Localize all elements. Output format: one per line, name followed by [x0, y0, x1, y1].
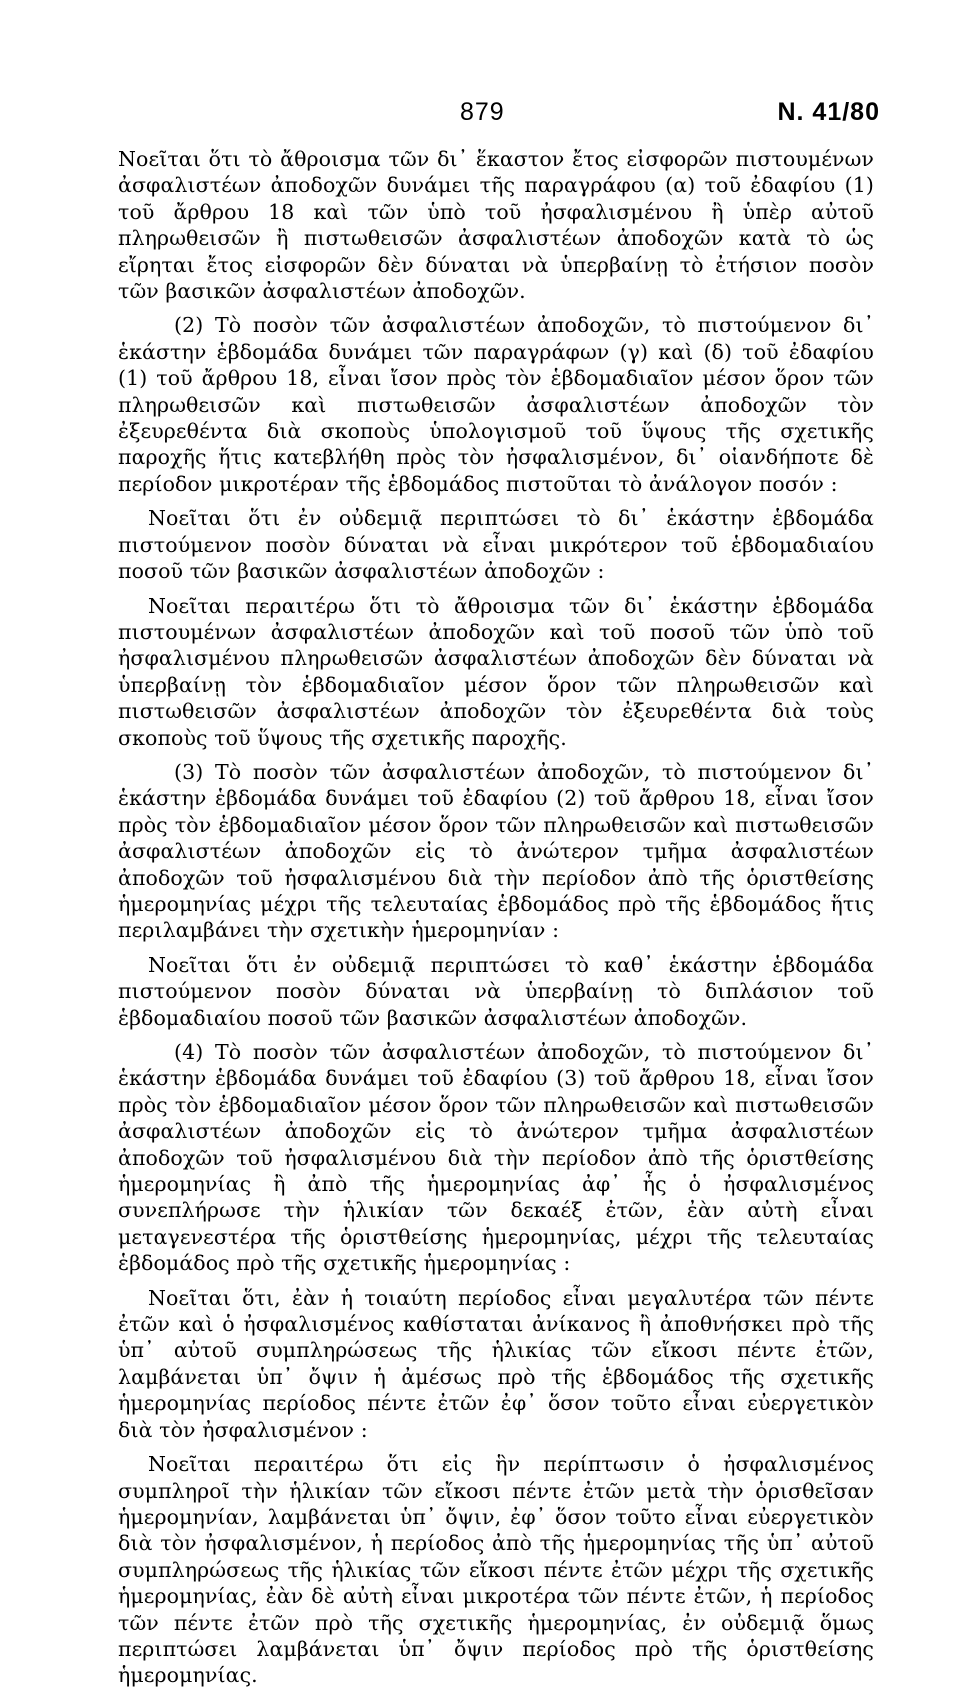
paragraph-proviso-double-limit: Νοεῖται ὅτι ἐν οὐδεμιᾷ περιπτώσει τὸ καθ᾽ ἑκάστην ἑβδομάδα πιστούμενον ποσὸν δύναται νὰ ὑπερβαίνῃ τὸ διπλάσιον τοῦ ἑβδομαδιαίου ποσοῦ τῶν βασικῶν ἀσφαλιστέων ἀποδοχῶν.: [118, 952, 874, 1030]
page-number: 879: [460, 98, 505, 126]
page-header: [118, 0, 880, 126]
paragraph-proviso-annual-limit: Νοεῖται ὅτι τὸ ἄθροισμα τῶν δι᾽ ἕκαστον ἔτος εἰσφορῶν πιστουμένων ἀσφαλιστέων ἀποδοχῶν δυνάμει τῆς παραγράφου (α) τοῦ ἐδαφίου (1) τοῦ ἄρθρου 18 καὶ τῶν ὑπὸ τοῦ ἠσφαλισμένου ἢ ὑπὲρ αὐτοῦ πληρωθεισῶν ἢ πιστωθεισῶν ἀσφαλιστέων ἀποδοχῶν κατὰ τὸ ὡς εἴρηται ἔτος εἰσφορῶν δὲν δύναται νὰ ὑπερβαίνῃ τὸ ἐτήσιον ποσὸν τῶν βασικῶν ἀσφαλιστέων ἀποδοχῶν.: [118, 147, 874, 304]
paragraph-subsection-3: (3) Τὸ ποσὸν τῶν ἀσφαλιστέων ἀποδοχῶν, τὸ πιστούμενον δι᾽ ἑκάστην ἑβδομάδα δυνάμει τοῦ ἐδαφίου (2) τοῦ ἄρθρου 18, εἶναι ἴσον πρὸς τὸν ἑβδομαδιαῖον μέσον ὅρον τῶν πληρωθεισῶν καὶ πιστωθεισῶν ἀσφαλιστέων ἀποδοχῶν εἰς τὸ ἀνώτερον τμῆμα ἀσφαλιστέων ἀποδοχῶν τοῦ ἠσφαλισμένου διὰ τὴν περίοδον ἀπὸ τῆς ὁριστθείσης ἡμερομηνίας μέχρι τῆς τελευταίας ἑβδομάδος πρὸ τῆς ἑβδομάδος ἥτις περιλαμβάνει τὴν σχετικὴν ἡμερομηνίαν :: [118, 759, 874, 943]
paragraph-proviso-five-years: Νοεῖται ὅτι, ἐὰν ἡ τοιαύτη περίοδος εἶναι μεγαλυτέρα τῶν πέντε ἐτῶν καὶ ὁ ἠσφαλισμένος καθίσταται ἀνίκανος ἢ ἀποθνήσκει πρὸ τῆς ὑπ᾽ αὐτοῦ συμπληρώσεως τῆς ἡλικίας τῶν εἴκοσι πέντε ἐτῶν, λαμβάνεται ὑπ᾽ ὄψιν ἡ ἀμέσως πρὸ τῆς ἑβδομάδος τῆς σχετικῆς ἡμερομηνίας περίοδος πέντε ἐτῶν ἐφ᾽ ὅσον τοῦτο εἶναι εὐεργετικὸν διὰ τὸν ἠσφαλισμένον :: [118, 1285, 874, 1442]
law-reference: Ν. 41/80: [777, 98, 880, 126]
paragraph-proviso-minimum: Νοεῖται ὅτι ἐν οὐδεμιᾷ περιπτώσει τὸ δι᾽ ἑκάστην ἑβδομάδα πιστούμενον ποσὸν δύναται νὰ εἶναι μικρότερον τοῦ ἑβδομαδιαίου ποσοῦ τῶν βασικῶν ἀσφαλιστέων ἀποδοχῶν :: [118, 506, 874, 584]
paragraph-subsection-2: (2) Τὸ ποσὸν τῶν ἀσφαλιστέων ἀποδοχῶν, τὸ πιστούμενον δι᾽ ἑκάστην ἑβδομάδα δυνάμει τῶν παραγράφων (γ) καὶ (δ) τοῦ ἐδαφίου (1) τοῦ ἄρθρου 18, εἶναι ἴσον πρὸς τὸν ἑβδομαδιαῖον μέσον ὅρον τῶν πληρωθεισῶν καὶ πιστωθεισῶν ἀσφαλιστέων ἀποδοχῶν τὸν ἐξευρεθέντα διὰ σκοποὺς ὑπολογισμοῦ τοῦ ὕψους τῆς σχετικῆς παροχῆς ἥτις κατεβλήθη πρὸς τὸν ἠσφαλισμένον, δι᾽ οἱανδήποτε δὲ περίοδον μικροτέραν τῆς ἑβδομάδος πιστοῦται τὸ ἀνάλογον ποσόν :: [118, 313, 874, 496]
document-body: [118, 146, 874, 1697]
paragraph-proviso-maximum: Νοεῖται περαιτέρω ὅτι τὸ ἄθροισμα τῶν δι᾽ ἑκάστην ἑβδομάδα πιστουμένων ἀσφαλιστέων ἀποδοχῶν καὶ τοῦ ποσοῦ τῶν ὑπὸ τοῦ ἠσφαλισμένου πληρωθεισῶν ἀσφαλιστέων ἀποδοχῶν δὲν δύναται νὰ ὑπερβαίνῃ τὸν ἑβδομαδιαῖον μέσον ὅρον τῶν πληρωθεισῶν καὶ πιστωθεισῶν ἀσφαλιστέων ἀποδοχῶν τὸν ἐξευρεθέντα διὰ τοὺς σκοποὺς τοῦ ὕψους τῆς σχετικῆς παροχῆς.: [118, 593, 874, 750]
paragraph-subsection-4: (4) Τὸ ποσὸν τῶν ἀσφαλιστέων ἀποδοχῶν, τὸ πιστούμενον δι᾽ ἑκάστην ἑβδομάδα δυνάμει τοῦ ἐδαφίου (3) τοῦ ἄρθρου 18, εἶναι ἴσον πρὸς τὸν ἑβδομαδιαῖον μέσον ὅρον τῶν πληρωθεισῶν καὶ πιστωθεισῶν ἀσφαλιστέων ἀποδοχῶν εἰς τὸ ἀνώτερον τμῆμα ἀσφαλιστέων ἀποδοχῶν τοῦ ἠσφαλισμένου διὰ τὴν περίοδον ἀπὸ τῆς ὁριστθείσης ἡμερομηνίας ἢ ἀπὸ τῆς ἡμερομηνίας ἀφ᾽ ἧς ὁ ἠσφαλισμένος συνεπλήρωσε τὴν ἡλικίαν τῶν δεκαέξ ἐτῶν, ἐὰν αὐτὴ εἶναι μεταγενεστέρα τῆς ὁριστθείσης ἡμερομηνίας, μέχρι τῆς τελευταίας ἑβδομάδος πρὸ τῆς σχετικῆς ἡμερομηνίας :: [118, 1040, 874, 1276]
paragraph-proviso-age-twenty-five: Νοεῖται περαιτέρω ὅτι εἰς ἣν περίπτωσιν ὁ ἠσφαλισμένος συμπληροῖ τὴν ἡλικίαν τῶν εἴκοσι πέντε ἐτῶν μετὰ τὴν ὁρισθεῖσαν ἡμερομηνίαν, λαμβάνεται ὑπ᾽ ὄψιν, ἐφ᾽ ὅσον τοῦτο εἶναι εὐεργετικὸν διὰ τὸν ἠσφαλισμένον, ἡ περίοδος ἀπὸ τῆς ἡμερομηνίας τῆς ὑπ᾽ αὐτοῦ συμπληρώσεως τῆς ἡλικίας τῶν εἴκοσι πέντε ἐτῶν μέχρι τῆς σχετικῆς ἡμερομηνίας, ἐὰν δὲ αὐτὴ εἶναι μικροτέρα τῶν πέντε ἐτῶν, ἡ περίοδος τῶν πέντε ἐτῶν πρὸ τῆς σχετικῆς ἡμερομηνίας, ἐν οὐδεμιᾷ ὅμως περιπτώσει λαμβάνεται ὑπ᾽ ὄψιν περίοδος πρὸ τῆς ὁριστθείσης ἡμερομηνίας.: [118, 1452, 874, 1688]
